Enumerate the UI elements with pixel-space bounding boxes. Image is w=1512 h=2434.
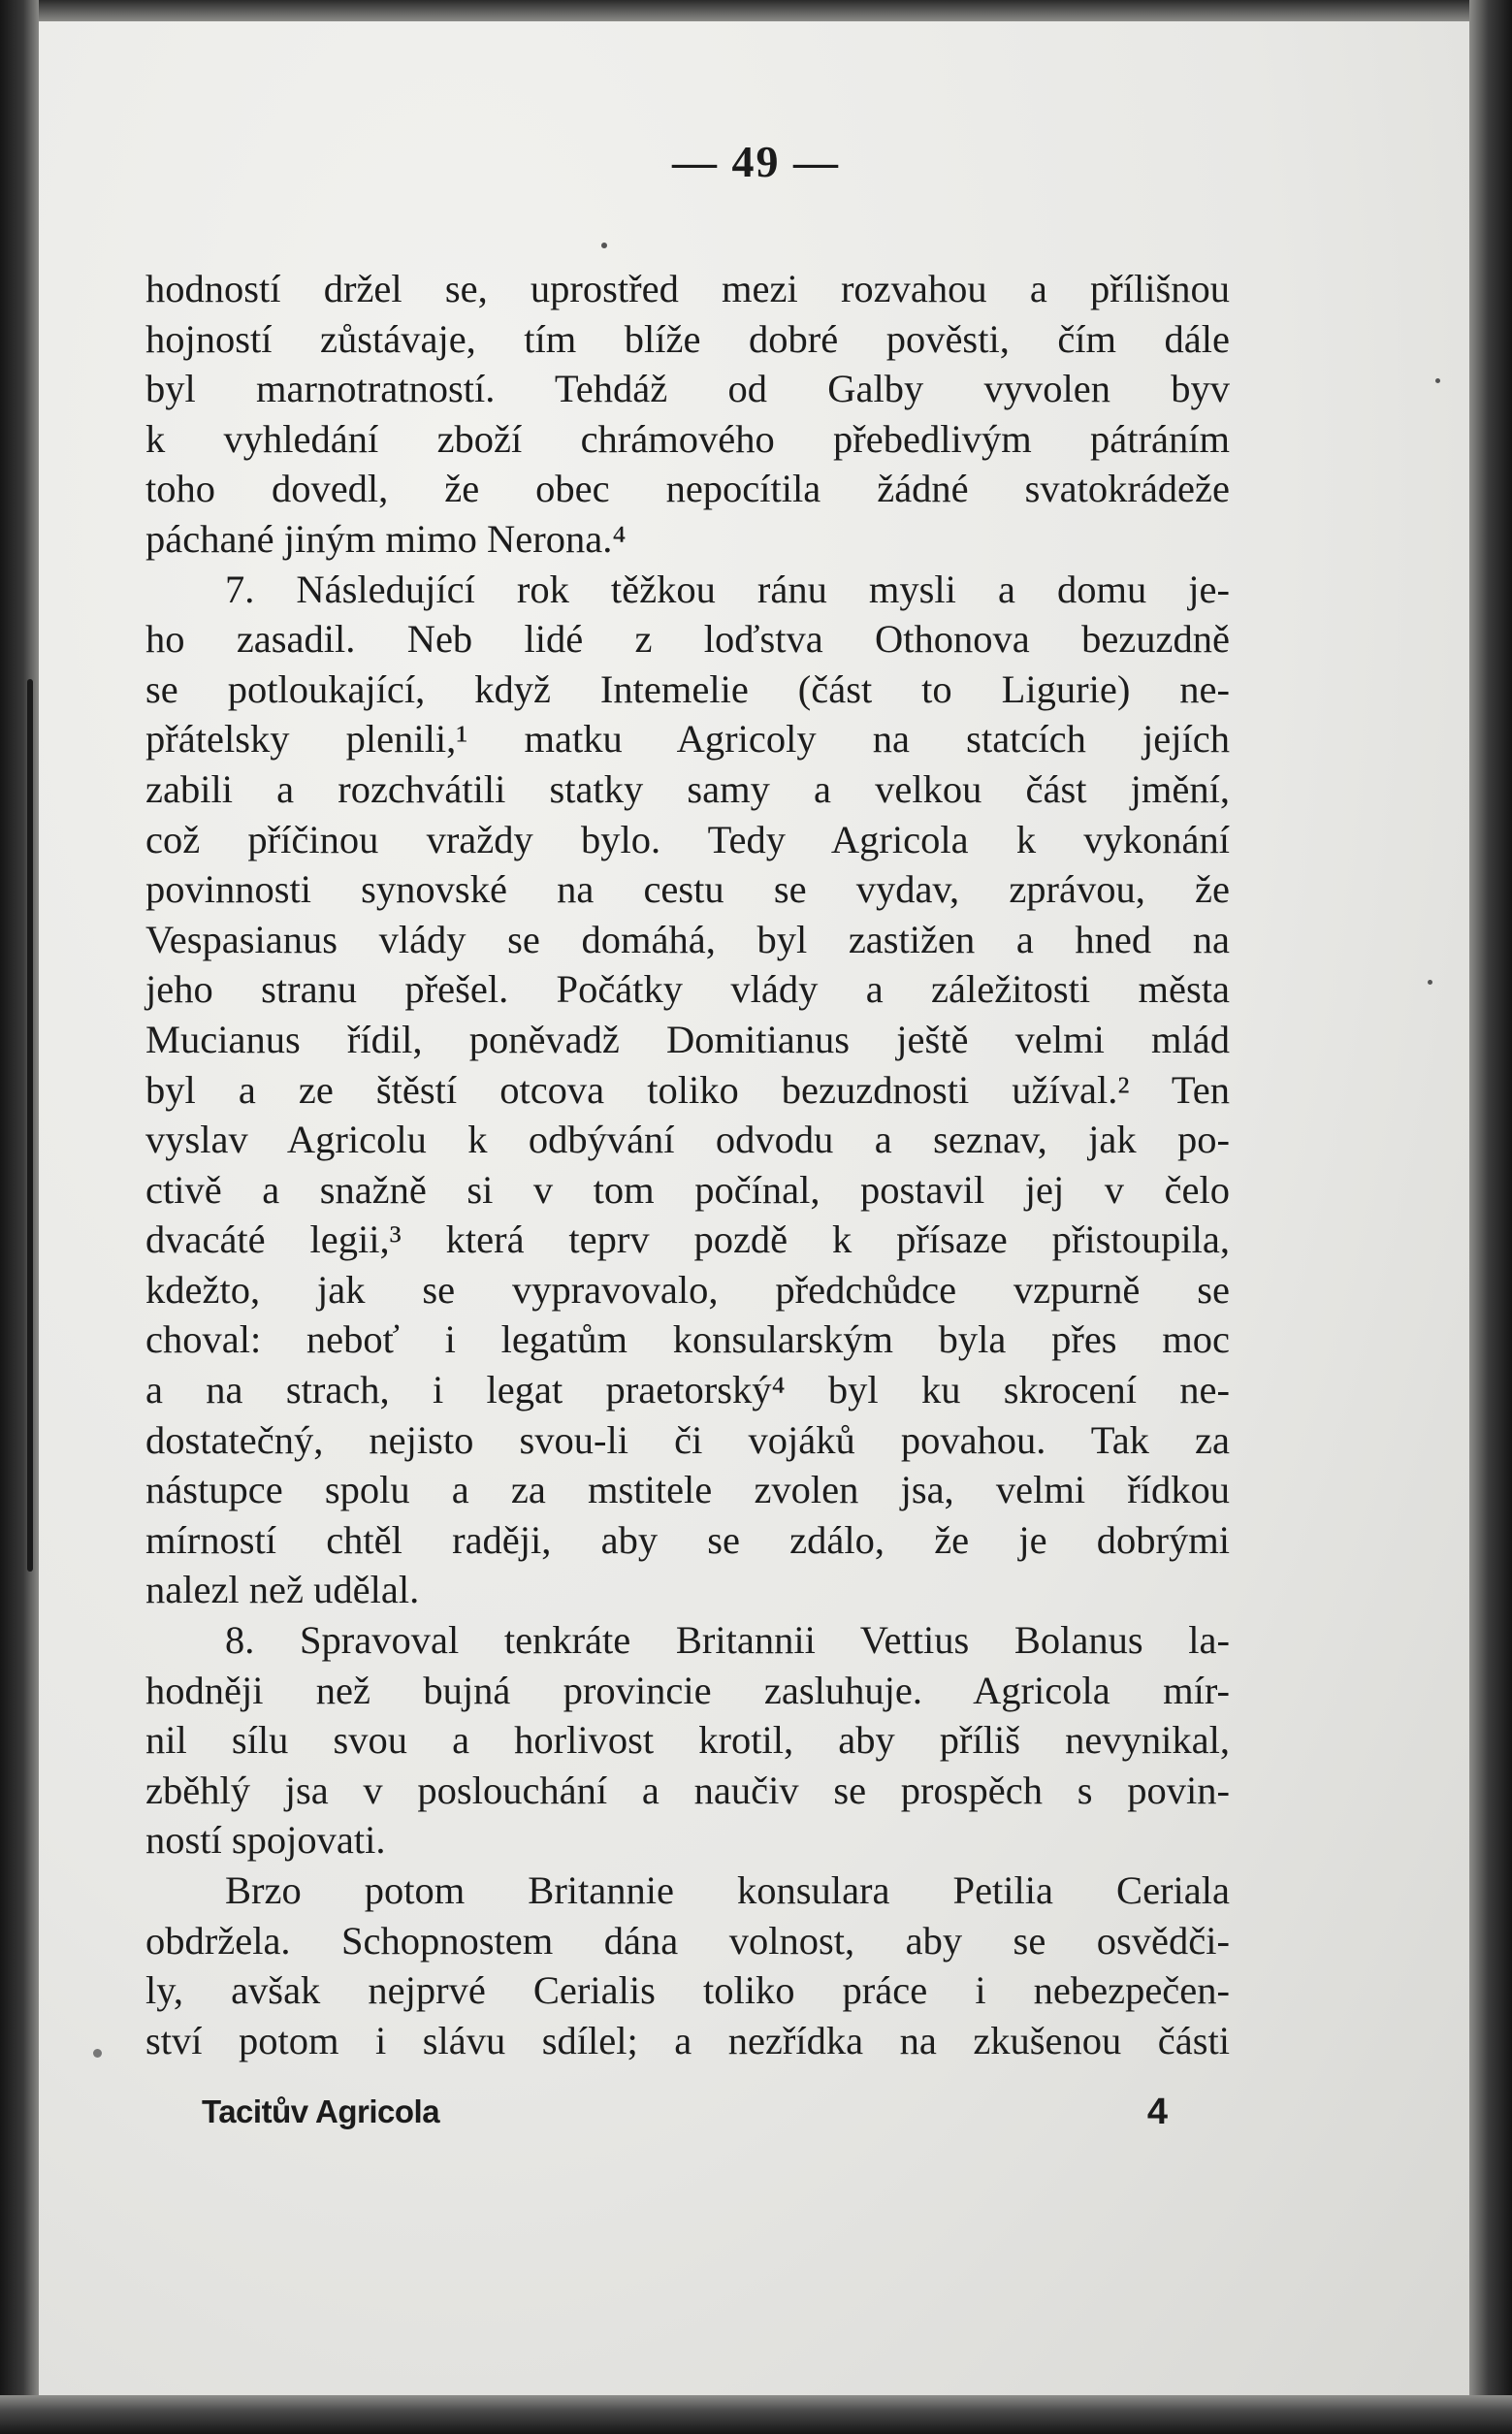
text-line: hodněji než bujná provincie zasluhuje. Agricola mír- (145, 1668, 1230, 1712)
page-footer (202, 2093, 1168, 2142)
text-line: ly, avšak nejprvé Cerialis toliko práce i nebezpečen- (145, 1968, 1230, 2013)
text-line: choval: neboť i legatům konsularským byla přes moc (145, 1317, 1230, 1362)
text-line: ství potom i slávu sdílel; a nezřídka na zkušenou části (145, 2018, 1230, 2062)
text-line: byl a ze štěstí otcova toliko bezuzdnosti užíval.² Ten (145, 1067, 1230, 1112)
text-line: vyslav Agricolu k odbývání odvodu a seznav, jak po- (145, 1118, 1230, 1162)
text-line: ctivě a snažně si v tom počínal, postavil jej v čelo (145, 1167, 1230, 1212)
text-line: hodností držel se, uprostřed mezi rozvahou a přílišnou (145, 267, 1230, 310)
text-line: dostatečný, nejisto svou-li či vojáků povahou. Tak za (145, 1417, 1230, 1462)
text-line: byl marnotratností. Tehdáž od Galby vyvolen byv (145, 367, 1230, 411)
text-line: páchané jiným mimo Nerona.⁴ (145, 516, 627, 561)
text-line: jeho stranu přešel. Počátky vlády a záležitosti města (145, 967, 1230, 1012)
text-line: ností spojovati. (145, 1818, 386, 1863)
text-line: povinnosti synovské na cestu se vydav, zprávou, že (145, 867, 1230, 912)
scan-speck (93, 2049, 102, 2058)
text-line: což příčinou vraždy bylo. Tedy Agricola k vykonání (145, 817, 1230, 861)
text-line: obdržela. Schopnostem dána volnost, aby se osvědči- (145, 1918, 1230, 1963)
scan-edge-left (0, 0, 39, 2434)
text-line: nalezl než udělal. (145, 1568, 420, 1612)
body-text (145, 264, 1230, 2065)
page-number: — 49 — (672, 137, 840, 186)
text-line: nástupce spolu a za mstitele zvolen jsa, velmi řídkou (145, 1468, 1230, 1512)
text-line: 7. Následující rok těžkou ránu mysli a domu je- (225, 567, 1230, 611)
text-line: kdežto, jak se vypravovalo, předchůdce vzpurně se (145, 1267, 1230, 1312)
scan-speck (1428, 980, 1432, 985)
text-line: dvacáté legii,³ která teprv pozdě k přísaze přistoupila, (145, 1217, 1230, 1262)
text-line: nil sílu svou a horlivost krotil, aby příliš nevynikal, (145, 1718, 1230, 1763)
scan-edge-bottom (0, 2395, 1512, 2434)
text-line: ho zasadil. Neb lidé z loďstva Othonova bezuzdně (145, 617, 1230, 662)
text-line: 8. Spravoval tenkráte Britannii Vettius Bolanus la- (225, 1618, 1230, 1663)
text-line: zběhlý jsa v poslouchání a naučiv se prospěch s povin- (145, 1768, 1230, 1812)
text-line: přátelsky plenili,¹ matku Agricoly na statcích jejích (145, 717, 1230, 762)
scan-edge-top (0, 0, 1512, 21)
text-line: Mucianus řídil, poněvadž Domitianus ještě velmi mlád (145, 1017, 1230, 1061)
scan-speck (1435, 378, 1440, 383)
text-line: k vyhledání zboží chrámového přebedlivým pátráním (145, 416, 1230, 461)
scan-edge-right (1469, 0, 1512, 2434)
scan-speck (601, 243, 607, 248)
text-line: zabili a rozchvátili statky samy a velkou část jmění, (145, 766, 1230, 811)
text-line: hojností zůstávaje, tím blíže dobré pověsti, čím dále (145, 316, 1230, 361)
text-line: mírností chtěl raději, aby se zdálo, že je dobrými (145, 1517, 1230, 1562)
text-line: a na strach, i legat praetorský⁴ byl ku skrocení ne- (145, 1368, 1230, 1412)
binding-shadow (27, 679, 33, 1572)
text-line: se potloukající, když Intemelie (část to Ligurie) ne- (145, 666, 1230, 711)
text-line: Vespasianus vlády se domáhá, byl zastižen a hned na (145, 917, 1230, 961)
footer-book-title: Tacitův Agricola (202, 2093, 440, 2129)
footer-signature-mark: 4 (1146, 2092, 1168, 2132)
text-line: Brzo potom Britannie konsulara Petilia Ceriala (225, 1868, 1230, 1912)
text-line: toho dovedl, že obec nepocítila žádné svatokrádeže (145, 467, 1230, 511)
